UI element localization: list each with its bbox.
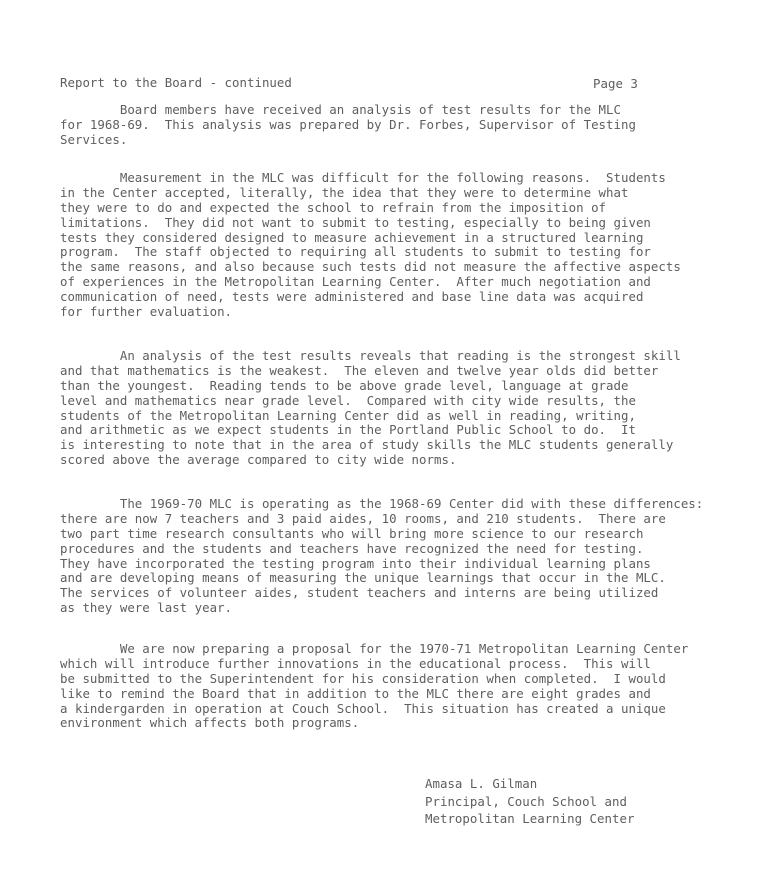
text-line: Board members have received an analysis of test results for the MLC xyxy=(60,102,621,117)
text-line: Measurement in the MLC was difficult for the following reasons. Students xyxy=(60,170,666,185)
text-line: We are now preparing a proposal for the 1970-71 Metropolitan Learning Center xyxy=(60,641,689,656)
signatory-name: Amasa L. Gilman xyxy=(425,776,538,791)
text-line: communication of need, tests were administered and base line data was acquired xyxy=(60,289,644,305)
signature-block xyxy=(425,775,634,828)
text-line: The 1969-70 MLC is operating as the 1968-69 Center did with these differences: xyxy=(60,496,704,511)
text-line: which will introduce further innovations in the educational process. This will xyxy=(60,655,651,671)
text-line: environment which affects both programs. xyxy=(60,715,360,731)
text-line: like to remind the Board that in addition to the MLC there are eight grades and xyxy=(60,685,651,701)
text-line: students of the Metropolitan Learning Center did as well in reading, writing, xyxy=(60,407,636,423)
text-line: they were to do and expected the school to refrain from the imposition of xyxy=(60,199,607,215)
text-line: The services of volunteer aides, student teachers and interns are being utilized xyxy=(60,585,659,601)
text-line: is interesting to note that in the area of study skills the MLC students generally xyxy=(60,437,674,453)
text-line: tests they considered designed to measure achievement in a structured learning xyxy=(60,229,644,245)
paragraph-results xyxy=(60,349,750,468)
page-number: Page 3 xyxy=(593,76,638,91)
text-line: and arithmetic as we expect students in the Portland Public School to do. It xyxy=(60,422,636,438)
text-line: of experiences in the Metropolitan Learning Center. After much negotiation and xyxy=(60,274,651,290)
text-line: for 1968-69. This analysis was prepared by Dr. Forbes, Supervisor of Testing xyxy=(60,116,636,132)
paragraph-measurement xyxy=(60,171,750,320)
text-line: and are developing means of measuring the unique learnings that occur in the MLC. xyxy=(60,570,666,586)
text-line: procedures and the students and teachers have recognized the need for testing. xyxy=(60,540,644,556)
text-line: for further evaluation. xyxy=(60,304,233,320)
text-line: be submitted to the Superintendent for his consideration when completed. I would xyxy=(60,670,666,686)
paragraph-differences xyxy=(60,497,750,616)
signatory-title: Principal, Couch School and xyxy=(425,793,627,809)
text-line: scored above the average compared to city wide norms. xyxy=(60,452,457,468)
text-line: a kindergarden in operation at Couch School. This situation has created a unique xyxy=(60,700,666,716)
report-header-title: Report to the Board - continued xyxy=(60,75,292,90)
text-line: than the youngest. Reading tends to be above grade level, language at grade xyxy=(60,377,629,393)
paragraph-test-analysis xyxy=(60,103,750,148)
text-line: and that mathematics is the weakest. The eleven and twelve year olds did better xyxy=(60,362,659,378)
text-line: there are now 7 teachers and 3 paid aides, 10 rooms, and 210 students. There are xyxy=(60,510,666,526)
text-line: limitations. They did not want to submit to testing, especially to being given xyxy=(60,214,651,230)
text-line: They have incorporated the testing program into their individual learning plans xyxy=(60,555,651,571)
text-line: the same reasons, and also because such tests did not measure the affective aspects xyxy=(60,259,681,275)
text-line: program. The staff objected to requiring all students to submit to testing for xyxy=(60,244,651,260)
text-line: An analysis of the test results reveals that reading is the strongest skill xyxy=(60,348,681,363)
text-line: Services. xyxy=(60,131,128,147)
text-line: two part time research consultants who will bring more science to our research xyxy=(60,525,644,541)
text-line: as they were last year. xyxy=(60,600,233,616)
signatory-organization: Metropolitan Learning Center xyxy=(425,811,635,826)
paragraph-proposal xyxy=(60,642,750,731)
text-line: level and mathematics near grade level. Compared with city wide results, the xyxy=(60,392,636,408)
text-line: in the Center accepted, literally, the idea that they were to determine what xyxy=(60,184,629,200)
